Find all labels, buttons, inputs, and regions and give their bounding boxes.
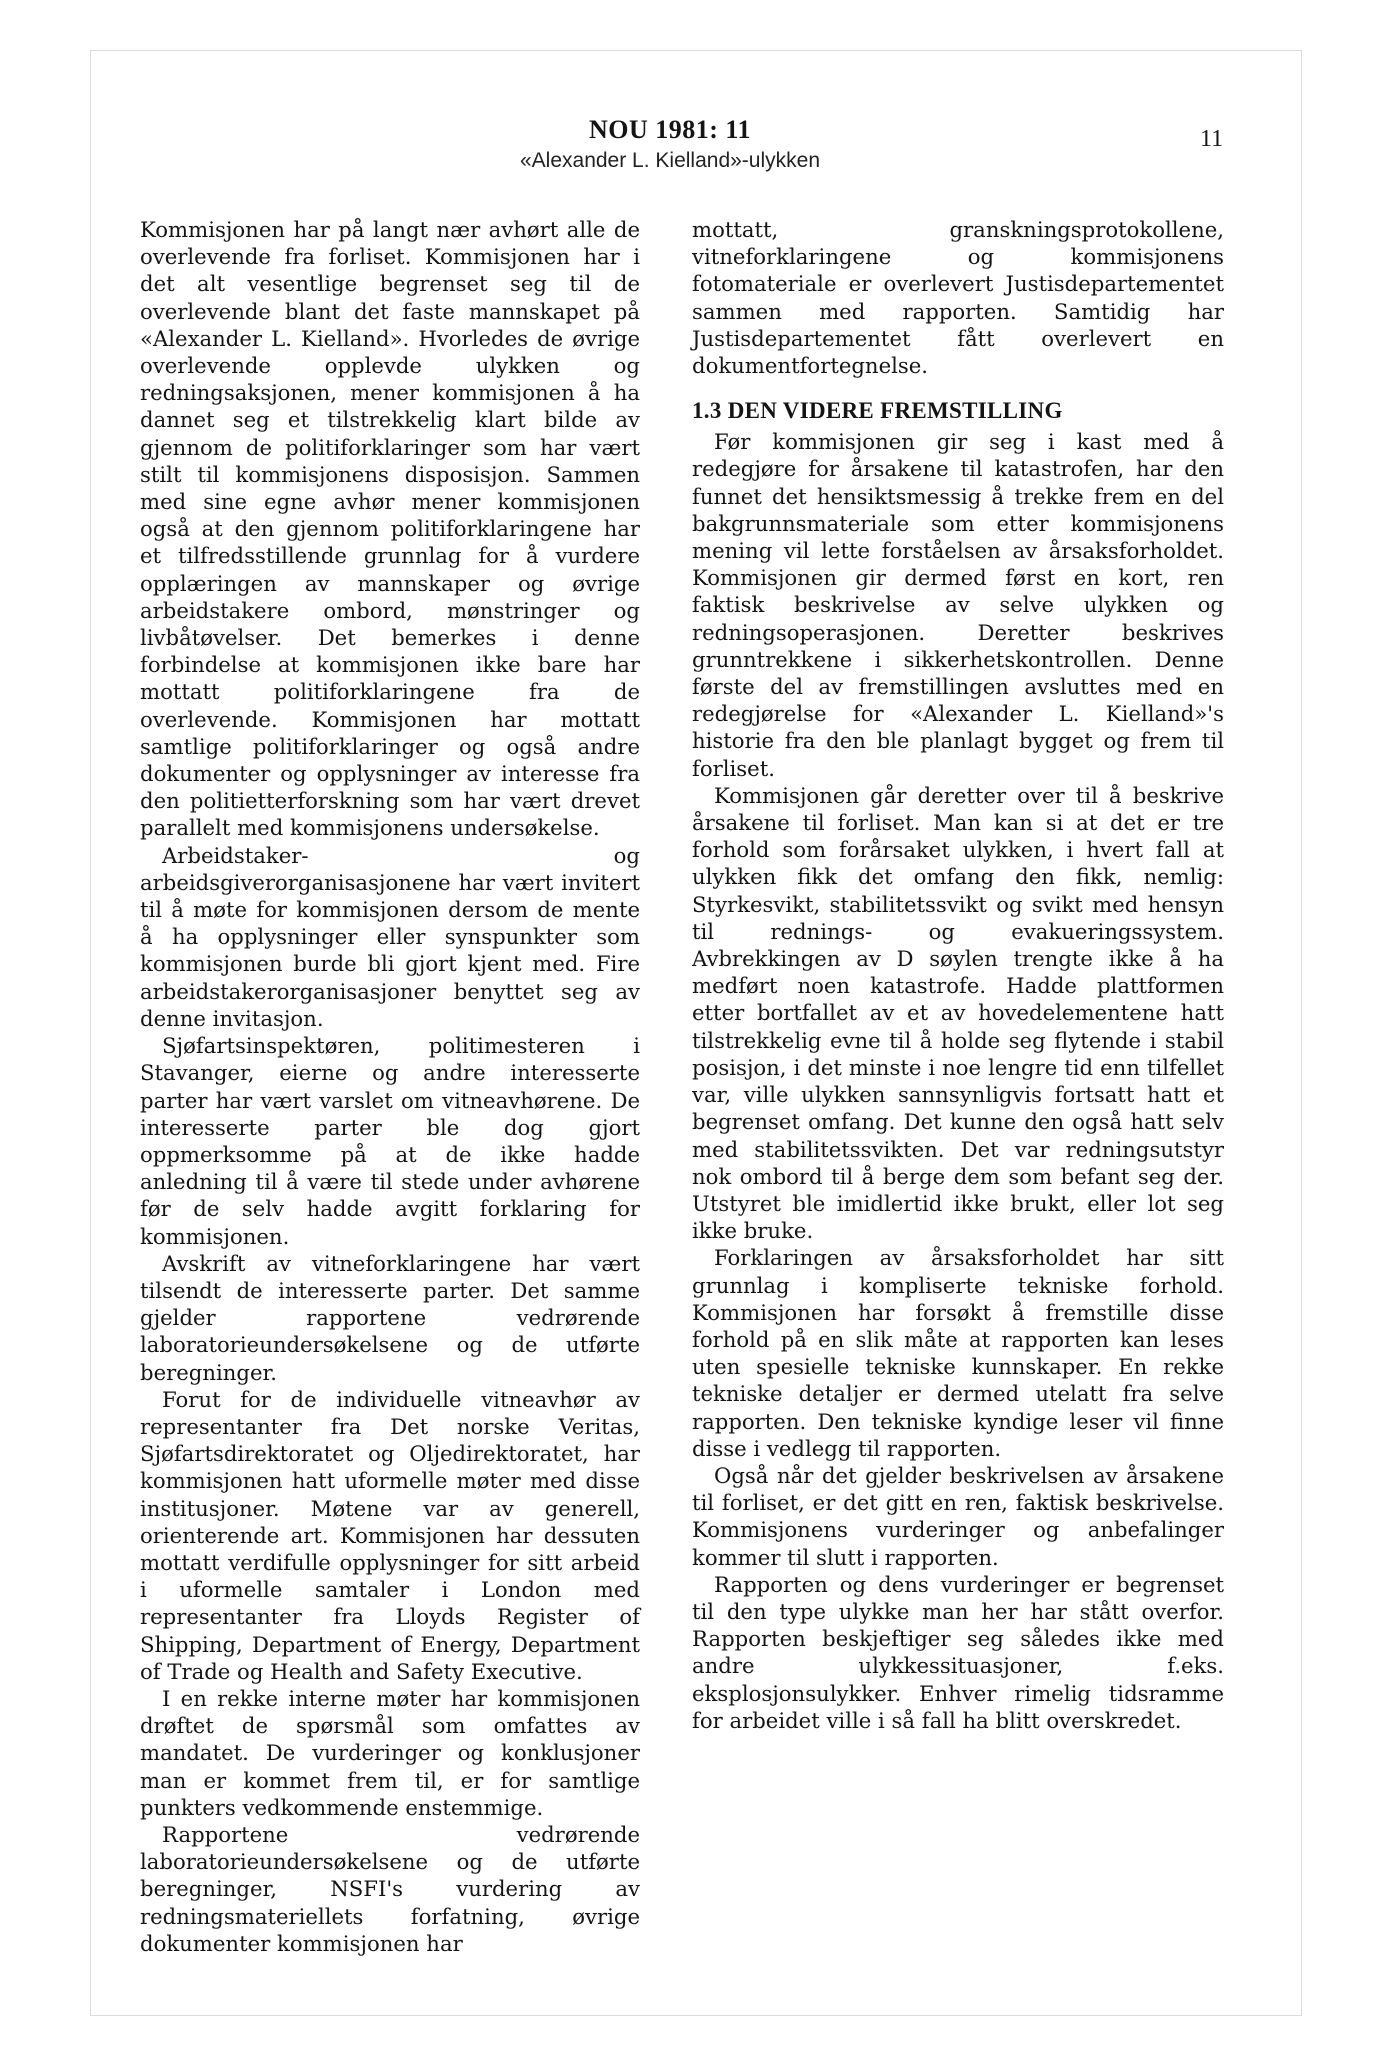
paragraph: Rapportene vedrørende laboratorieundersøkelsene og de utførte beregninger, NSFI's vurdering av redningsmateriellets forfatning, øvrige dokumenter kommisjonen har bbox=[140, 1821, 640, 1956]
page-header bbox=[0, 113, 1340, 175]
page-number: 11 bbox=[1200, 126, 1224, 152]
paragraph: Avskrift av vitneforklaringene har vært tilsendt de interesserte parter. Det samme gjelder rapportene vedrørende laboratorieundersøkelsene og de utførte beregninger. bbox=[140, 1250, 640, 1385]
paragraph: Forklaringen av årsaksforholdet har sitt grunnlag i kompliserte tekniske forhold. Kommisjonen har forsøkt å fremstille disse forhold på en slik måte at rapporten kan leses uten spesielle tekniske kunnskaper. En rekke tekniske detaljer er dermed utelatt fra selve rapporten. Den tekniske kyndige leser vil finne disse i vedlegg til rapporten. bbox=[692, 1245, 1224, 1461]
document-subtitle: «Alexander L. Kielland»-ulykken bbox=[519, 149, 821, 172]
right-column bbox=[692, 216, 1224, 1734]
paragraph: I en rekke interne møter har kommisjonen drøftet de spørsmål som omfattes av mandatet. De vurderinger og konklusjoner man er kommet frem til, er for samtlige punkters vedkommende enstemmige. bbox=[140, 1685, 640, 1820]
paragraph: Forut for de individuelle vitneavhør av representanter fra Det norske Veritas, Sjøfartsdirektoratet og Oljedirektoratet, har kommisjonen hatt uformelle møter med disse institusjoner. Møtene var av generell, orienterende art. Kommisjonen har dessuten mottatt verdifulle opplysninger for sitt arbeid i uformelle samtaler i London med representanter fra Lloyds Register of Shipping, Department of Energy, Department of Trade og Health and Safety Executive. bbox=[140, 1386, 640, 1684]
paragraph: mottatt, granskningsprotokollene, vitneforklaringene og kommisjonens fotomateriale er overlevert Justisdepartementet sammen med rapporten. Samtidig har Justisdepartementet fått overlevert en dokumentfortegnelse. bbox=[692, 217, 1224, 379]
paragraph: Arbeidstaker- og arbeidsgiverorganisasjonene har vært invitert til å møte for kommisjonen dersom de mente å ha opplysninger eller synspunkter som kommisjonen burde bli gjort kjent med. Fire arbeidstakerorganisasjoner benyttet seg av denne invitasjon. bbox=[140, 842, 640, 1031]
paragraph: Sjøfartsinspektøren, politimesteren i Stavanger, eierne og andre interesserte parter har vært varslet om vitneavhørene. De interesserte parter ble dog gjort oppmerksomme på at de ikke hadde anledning til å være til stede under avhørene før de selv hadde avgitt forklaring for kommisjonen. bbox=[140, 1033, 640, 1249]
paragraph: Før kommisjonen gir seg i kast med å redegjøre for årsakene til katastrofen, har den funnet det hensiktsmessig å trekke frem en del bakgrunnsmateriale som etter kommisjonens mening vil lette forståelsen av årsaksforholdet. Kommisjonen gir dermed først en kort, ren faktisk beskrivelse av selve ulykken og redningsoperasjonen. Deretter beskrives grunntrekkene i sikkerhetskontrollen. Denne første del av fremstillingen avsluttes med en redegjørelse for «Alexander L. Kielland»'s historie fra den ble planlagt bygget og frem til forliset. bbox=[692, 429, 1224, 781]
section-heading: 1.3 DEN VIDERE FREMSTILLING bbox=[692, 398, 1063, 424]
paragraph: Rapporten og dens vurderinger er begrenset til den type ulykke man her har stått overfor. Rapporten beskjeftiger seg således ikke med andre ulykkessituasjoner, f.eks. eksplosjonsulykker. Enhver rimelig tidsramme for arbeidet ville i så fall ha blitt overskredet. bbox=[692, 1571, 1224, 1733]
paragraph: Også når det gjelder beskrivelsen av årsakene til forliset, er det gitt en ren, faktisk beskrivelse. Kommisjonens vurderinger og anbefalinger kommer til slutt i rapporten. bbox=[692, 1462, 1224, 1570]
paragraph: Kommisjonen har på langt nær avhørt alle de overlevende fra forliset. Kommisjonen har i det alt vesentlige begrenset seg til de overlevende blant det faste mannskapet på «Alexander L. Kielland». Hvorledes de øvrige overlevende opplevde ulykken og redningsaksjonen, mener kommisjonen å ha dannet seg et tilstrekkelig klart bilde av gjennom de politiforklaringer som har vært stilt til kommisjonens disposisjon. Sammen med sine egne avhør mener kommisjonen også at den gjennom politiforklaringene har et tilfredsstillende grunnlag for å vurdere opplæringen av mannskaper og øvrige arbeidstakere ombord, mønstringer og livbåtøvelser. Det bemerkes i denne forbindelse at kommisjonen ikke bare har mottatt politiforklaringene fra de overlevende. Kommisjonen har mottatt samtlige politiforklaringer og også andre dokumenter og opplysninger av interesse fra den politietterforskning som har vært drevet parallelt med kommisjonens undersøkelse. bbox=[140, 217, 640, 841]
document-title: NOU 1981: 11 bbox=[589, 115, 751, 144]
left-column bbox=[140, 216, 640, 1957]
paragraph: Kommisjonen går deretter over til å beskrive årsakene til forliset. Man kan si at det er tre forhold som forårsaket ulykken, i hvert fall at ulykken fikk det omfang den fikk, nemlig: Styrkesvikt, stabilitetssvikt og svikt med hensyn til rednings- og evakueringssystem. Avbrekkingen av D søylen trengte ikke å ha medført noen katastrofe. Hadde plattformen etter bortfallet av et av hovedelementene hatt tilstrekkelig evne til å holde seg flytende i stabil posisjon, i det minste i noe lengre tid enn tilfellet var, ville ulykken sannsynligvis fortsatt hatt et begrenset omfang. Det kunne den også hatt selv med stabilitetssvikten. Det var redningsutstyr nok ombord til å berge dem som befant seg der. Utstyret ble imidlertid ikke brukt, eller lot seg ikke bruke. bbox=[692, 782, 1224, 1244]
